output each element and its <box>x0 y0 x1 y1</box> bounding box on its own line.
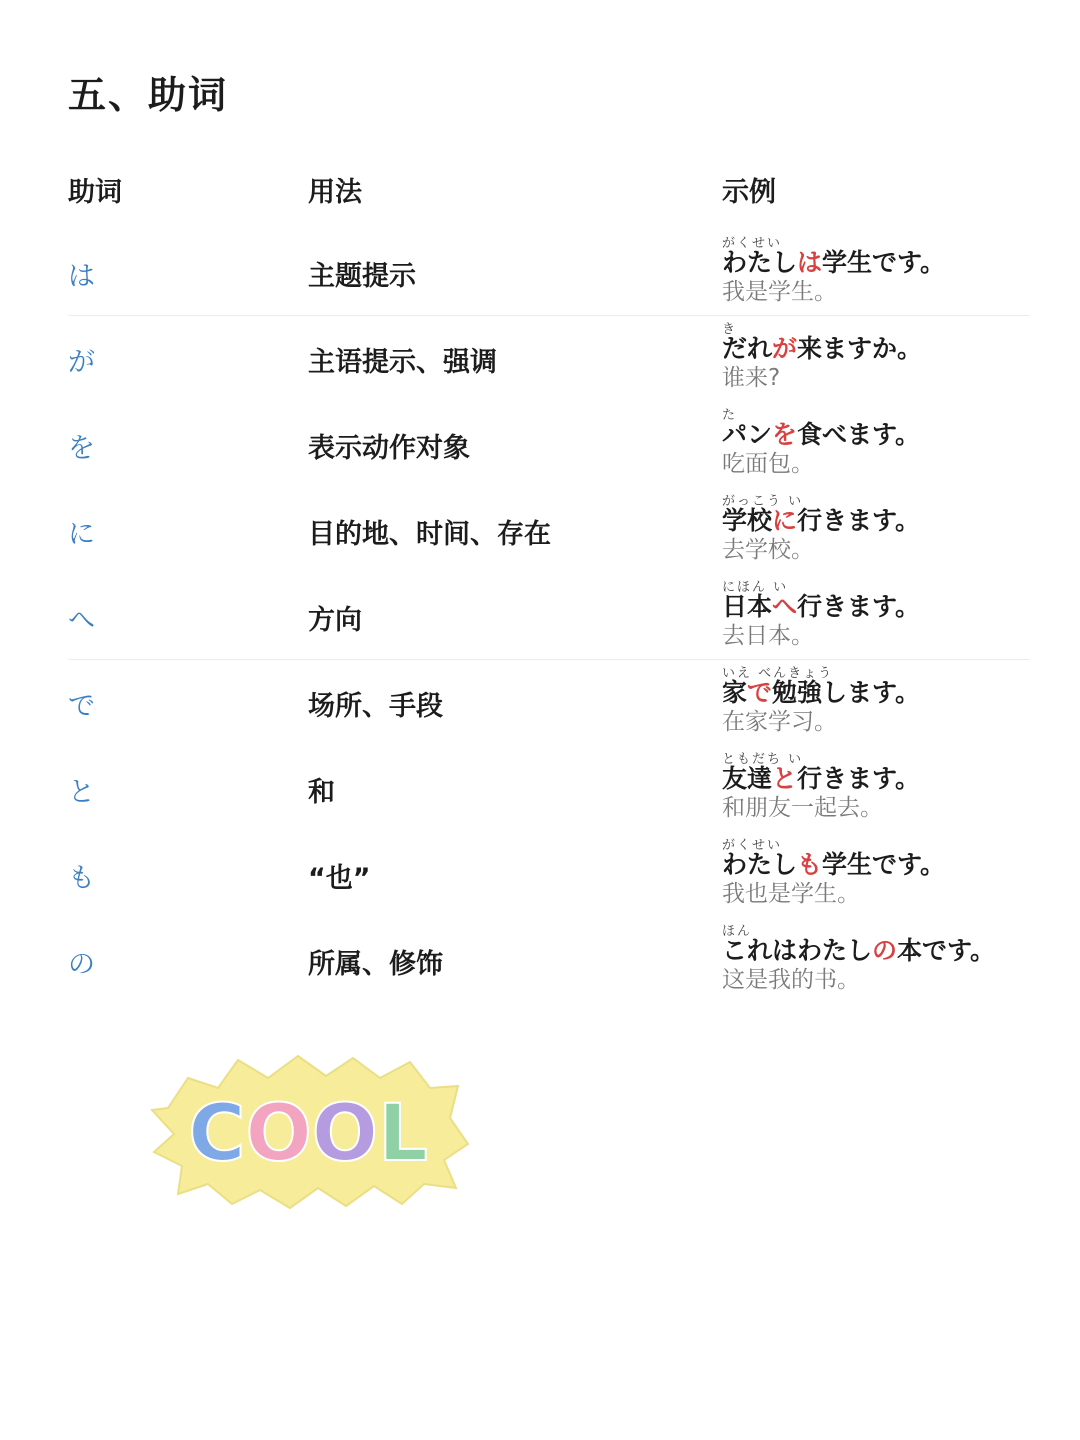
chinese-translation: 这是我的书。 <box>722 967 860 993</box>
example-cell <box>722 920 1062 994</box>
sentence-end: 勉強します。 <box>772 678 921 707</box>
chinese-translation: 我是学生。 <box>722 279 837 305</box>
sticker-letter: O <box>311 1089 379 1179</box>
highlighted-particle: も <box>797 850 823 879</box>
sentence-end: 本です。 <box>897 936 996 965</box>
chinese-translation: 去日本。 <box>722 623 814 649</box>
chinese-translation: 在家学习。 <box>722 709 837 735</box>
table-row <box>0 316 1080 402</box>
sentence-end: 行きます。 <box>797 592 921 621</box>
sentence-start: 学校 <box>722 506 773 535</box>
page-title: 五、助词 <box>68 73 229 117</box>
table-row <box>0 660 1080 746</box>
example-cell <box>722 404 1062 478</box>
highlighted-particle: で <box>747 678 773 707</box>
chinese-translation: 谁来? <box>722 365 781 391</box>
furigana: にほん い <box>722 580 789 595</box>
japanese-sentence <box>722 850 1062 880</box>
table-row <box>0 488 1080 574</box>
highlighted-particle: と <box>772 764 798 793</box>
sentence-start: 日本 <box>722 592 773 621</box>
table-row <box>0 402 1080 488</box>
japanese-sentence <box>722 592 1062 622</box>
sentence-start: 家 <box>722 678 748 707</box>
table-row <box>0 832 1080 918</box>
sentence-end: 学生です。 <box>822 248 946 277</box>
highlighted-particle: が <box>772 334 798 363</box>
sticker-letter: O <box>245 1089 312 1179</box>
usage-cell: “也” <box>308 863 371 894</box>
chinese-translation: 去学校。 <box>722 537 814 563</box>
highlighted-particle: の <box>872 936 898 965</box>
table-row <box>0 746 1080 832</box>
japanese-sentence <box>722 420 1062 450</box>
usage-cell: 表示动作对象 <box>308 433 470 464</box>
highlighted-particle: を <box>772 420 798 449</box>
sentence-end: 行きます。 <box>797 764 921 793</box>
japanese-sentence <box>722 764 1062 794</box>
sentence-start: だれ <box>722 334 773 363</box>
chinese-translation: 和朋友一起去。 <box>722 795 883 821</box>
table-row <box>0 230 1080 316</box>
furigana: がっこう い <box>722 494 804 509</box>
sentence-end: 学生です。 <box>822 850 946 879</box>
usage-cell: 目的地、时间、存在 <box>308 519 551 550</box>
highlighted-particle: は <box>797 248 823 277</box>
header-particle: 助词 <box>68 177 122 208</box>
usage-cell: 方向 <box>308 605 362 636</box>
japanese-sentence <box>722 506 1062 536</box>
usage-cell: 场所、手段 <box>308 691 443 722</box>
example-cell <box>722 232 1062 306</box>
example-cell <box>722 576 1062 650</box>
chinese-translation: 吃面包。 <box>722 451 814 477</box>
example-cell <box>722 662 1062 736</box>
cool-sticker <box>148 1048 472 1210</box>
header-usage: 用法 <box>308 177 362 208</box>
sentence-start: これはわたし <box>722 936 873 965</box>
furigana: いえ べんきょう <box>722 666 834 681</box>
sentence-start: わたし <box>722 850 798 879</box>
particle-cell: に <box>68 519 95 550</box>
particle-cell: を <box>68 433 95 464</box>
japanese-sentence <box>722 248 1062 278</box>
furigana: がくせい <box>722 838 783 853</box>
table-row <box>0 918 1080 1004</box>
japanese-sentence <box>722 678 1062 708</box>
particle-cell: が <box>68 347 95 378</box>
furigana: がくせい <box>722 236 783 251</box>
chinese-translation: 我也是学生。 <box>722 881 860 907</box>
japanese-sentence <box>722 936 1062 966</box>
particle-cell: へ <box>68 605 95 636</box>
particle-cell: も <box>68 863 95 894</box>
highlighted-particle: へ <box>772 592 798 621</box>
header-example: 示例 <box>722 177 776 208</box>
particle-cell: と <box>68 777 95 808</box>
particle-cell: の <box>68 949 95 980</box>
usage-cell: 和 <box>308 777 335 808</box>
particle-cell: で <box>68 691 95 722</box>
sentence-start: パン <box>722 420 773 449</box>
furigana: た <box>722 408 738 423</box>
usage-cell: 所属、修饰 <box>308 949 443 980</box>
divider <box>68 315 1030 316</box>
furigana: き <box>722 322 738 337</box>
particle-cell: は <box>68 261 95 292</box>
table-row <box>0 574 1080 660</box>
example-cell <box>722 748 1062 822</box>
sentence-end: 食べます。 <box>797 420 921 449</box>
japanese-sentence <box>722 334 1062 364</box>
furigana: ほん <box>722 924 753 939</box>
sticker-letter: C <box>188 1089 246 1179</box>
example-cell <box>722 490 1062 564</box>
sentence-end: 行きます。 <box>797 506 921 535</box>
sentence-end: 来ますか。 <box>797 334 923 363</box>
highlighted-particle: に <box>772 506 798 535</box>
example-cell <box>722 834 1062 908</box>
example-cell <box>722 318 1062 392</box>
sentence-start: 友達 <box>722 764 773 793</box>
sticker-letter: L <box>378 1089 428 1179</box>
furigana: ともだち い <box>722 752 804 767</box>
sentence-start: わたし <box>722 248 798 277</box>
sticker-text <box>188 1089 428 1179</box>
divider <box>68 659 1030 660</box>
usage-cell: 主题提示 <box>308 261 416 292</box>
usage-cell: 主语提示、强调 <box>308 347 497 378</box>
